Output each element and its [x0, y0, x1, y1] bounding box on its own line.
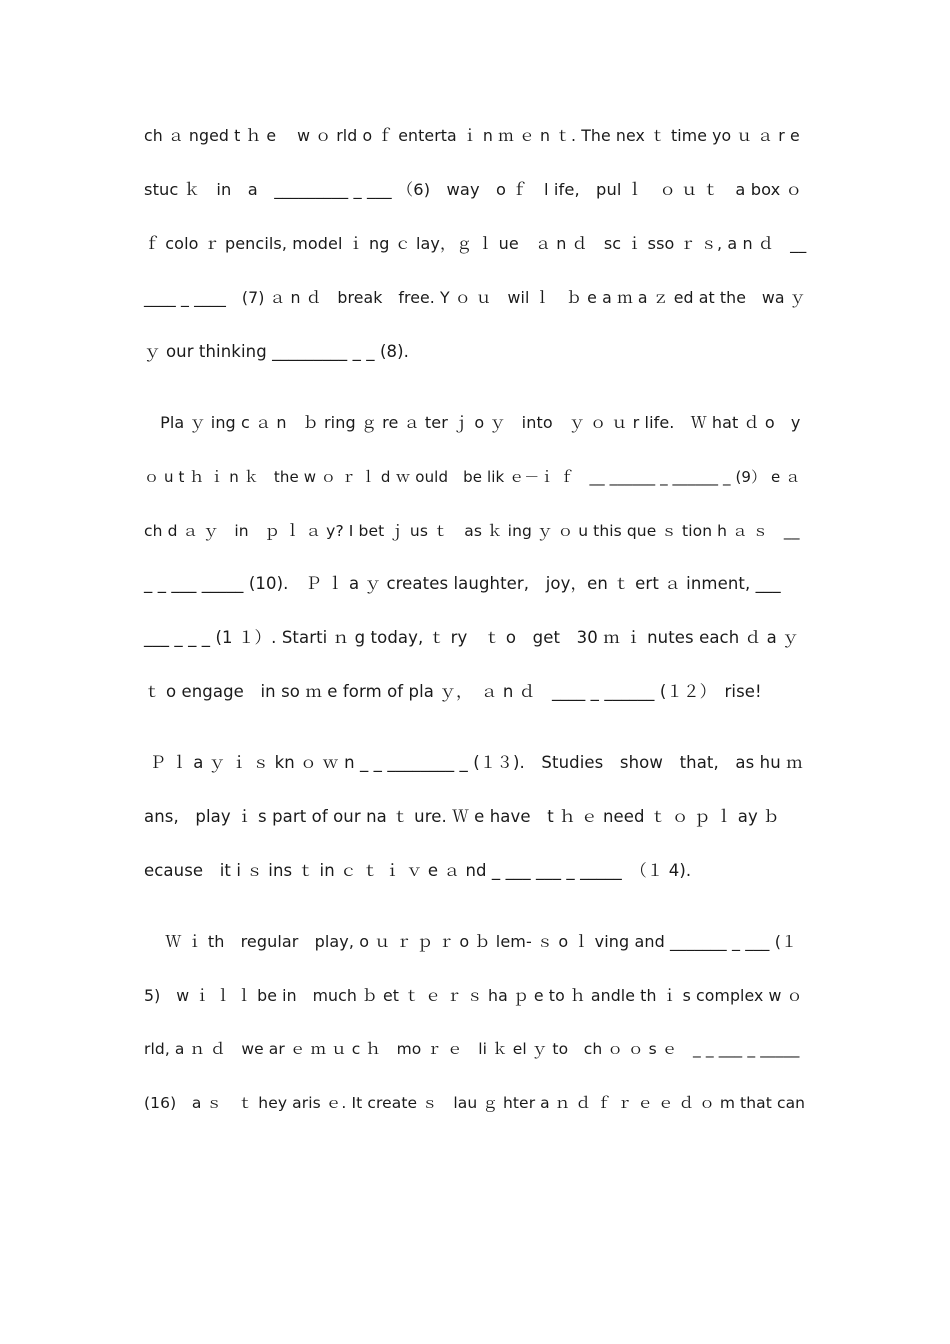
text-line: ｏ u t ｈ ｉ n ｋ the w ｏ ｒ ｌ d ｗ ould be lik ｅ－ｉ ｆ __ ______ _ ______ _ (9） e ａ — [144, 468, 801, 486]
text-line: ecause it i ｓ ins ｔ in ｃ ｔ ｉ ｖ e ａ nd _ ___ ___ _ _____ （１ 4). — [144, 861, 692, 880]
text-line: Pla ｙ ing c ａ n ｂ ring ｇ re ａ ter ｊ o ｙ into ｙ ｏ ｕ r life. Ｗ hat ｄ o y — [144, 413, 801, 432]
text-line: Ｗ ｉ th regular play, o ｕ ｒ ｐ ｒ o ｂ lem- ｓ o ｌ ving and _______ _ ___ (１ — [144, 932, 798, 951]
text-line: rld, a ｎ ｄ we ar ｅ ｍ ｕ c ｈ mo ｒ ｅ li ｋ el ｙ to ch ｏ ｏ s ｅ _ _ ___ _ _____ — [144, 1040, 800, 1058]
text-line: ch ａ nged t ｈ e w ｏ rld o ｆ enterta ｉ n ｍ ｅ n ｔ. The nex ｔ time yo ｕ ａ r e — [144, 126, 800, 145]
text-line: ch d ａ ｙ in ｐ ｌ ａ y? I bet ｊ us ｔ as ｋ ing ｙ ｏ u this que ｓ tion h ａ ｓ __ — [144, 522, 800, 540]
text-line: ___ _ _ _ (1 １）. Starti ｎ g today, ｔ ry ｔ o get 30 ｍ ｉ nutes each ｄ a ｙ — [144, 628, 799, 647]
text-line: ｔ o engage in so ｍ e form of pla ｙ， ａ n ｄ ____ _ ______ (１２） rise! — [144, 682, 762, 701]
text-line: stuc ｋ in a _________ _ ___ （6) way o ｆ l ife, pul ｌ ｏ ｕ ｔ a box ｏ — [144, 180, 802, 199]
text-line: ｆ colo ｒ pencils, model ｉ ng ｃ lay，ｇ ｌ ue ａ n ｄ sc ｉ sso ｒ ｓ, a n ｄ __ — [144, 234, 807, 253]
text-line: ans, play ｉ s part of our na ｔ ure. Ｗ e have t ｈ ｅ need ｔ ｏ ｐ ｌ ay ｂ — [144, 807, 780, 826]
text-line: 5) w ｉ ｌ ｌ be in much ｂ et ｔ ｅ ｒ ｓ ha ｐ e to ｈ andle th ｉ s complex w ｏ — [144, 986, 803, 1005]
text-line: Ｐ ｌ a ｙ ｉ ｓ kn ｏ ｗ n _ _ ________ _ (１３). Studies show that, as hu ｍ — [144, 753, 803, 772]
text-line: ____ _ ____ (7) ａ n ｄ break free. Y ｏ ｕ wil ｌ ｂ e a ｍ a ｚ ed at the wa ｙ — [144, 288, 806, 307]
text-line: ｙ our thinking _________ _ _ (8). — [144, 342, 410, 361]
text-line: _ _ ___ _____ (10). Ｐ ｌ a ｙ creates laughter, joy，en ｔ ert ａ inment, ___ — [144, 574, 781, 593]
text-line: (16) a ｓ ｔ hey aris ｅ. It create ｓ lau ｇ hter a ｎ ｄ ｆ ｒ ｅ ｅ ｄ ｏ m that can — [144, 1094, 806, 1112]
